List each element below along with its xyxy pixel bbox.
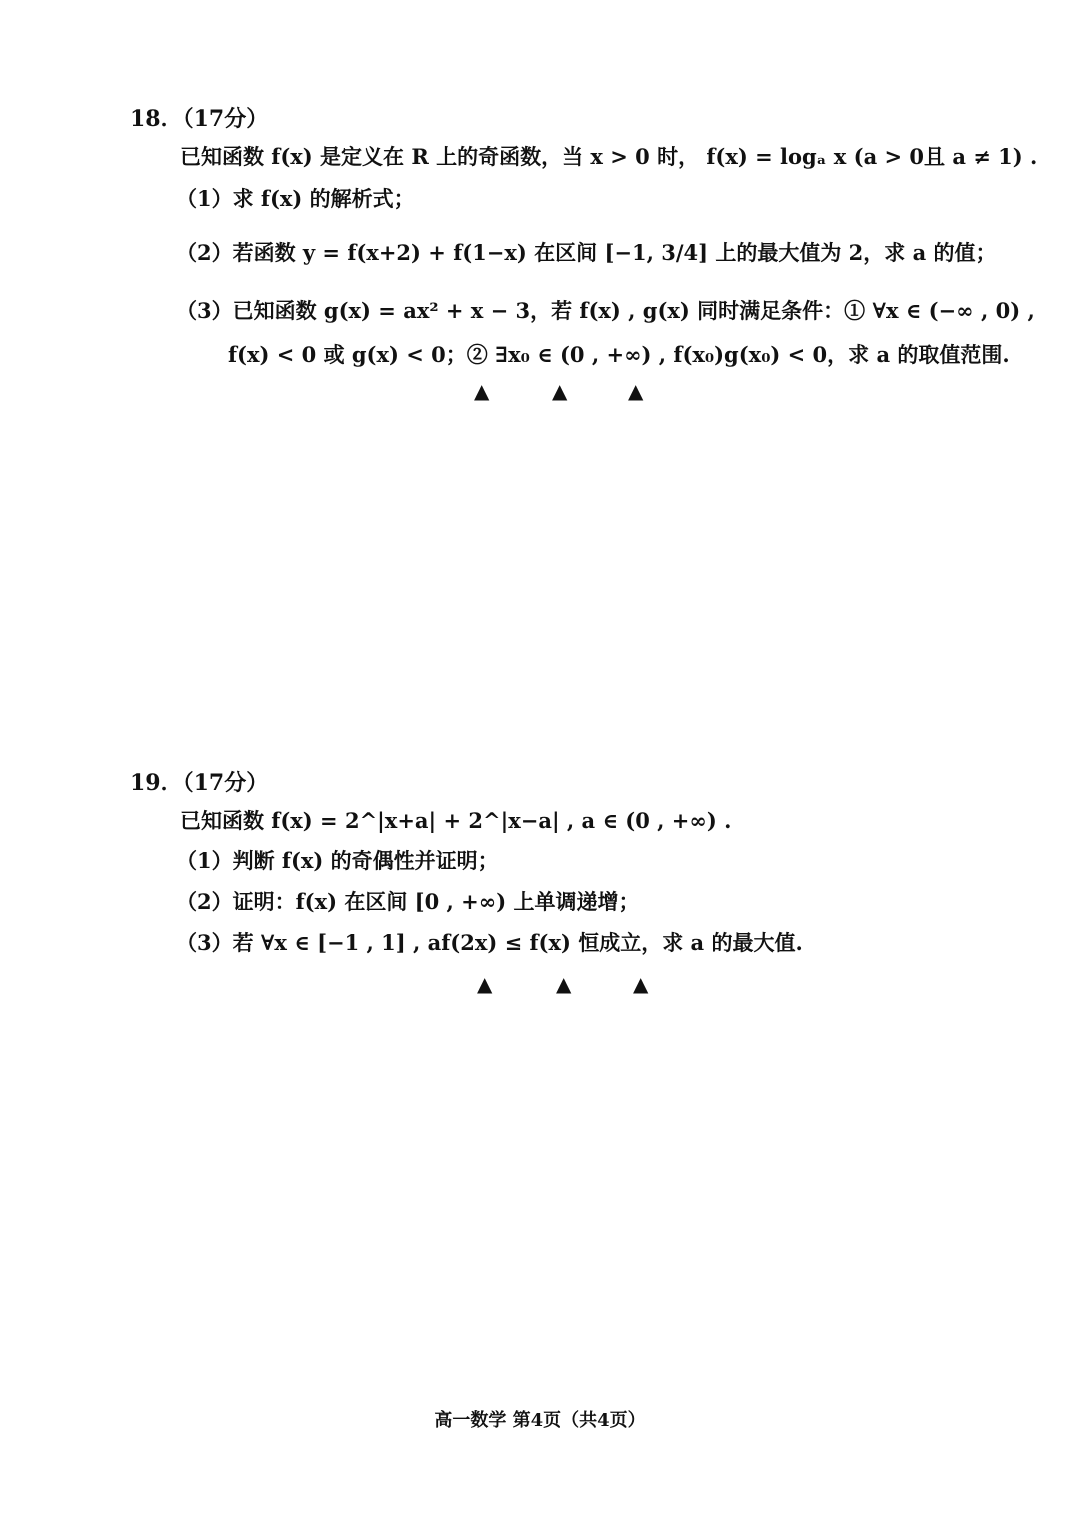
question-18-header: 18．（17分） [130, 106, 269, 132]
triangle-marker: ▲ [633, 972, 649, 996]
question-18-part-2: （2）若函数 y = f(x+2) + f(1−x) 在区间 [−1, 3/4] 上的最大值为 2，求 a 的值； [176, 240, 997, 265]
question-18-part-1: （1）求 f(x) 的解析式； [176, 186, 415, 211]
triangle-marker: ▲ [552, 379, 568, 403]
question-18-part-3: （3）已知函数 g(x) = ax² + x − 3，若 f(x) , g(x) 同时满足条件：① ∀x ∈ (−∞ , 0) , [176, 298, 1035, 323]
question-18-stem: 已知函数 f(x) 是定义在 R 上的奇函数，当 x > 0 时， f(x) = logₐ x (a > 0且 a ≠ 1) . [180, 144, 1038, 169]
question-18-part-3-cont: f(x) < 0 或 g(x) < 0；② ∃x₀ ∈ (0 , +∞) , f(x₀)g(x₀) < 0，求 a 的取值范围. [228, 342, 1010, 367]
question-19-stem: 已知函数 f(x) = 2^|x+a| + 2^|x−a| , a ∈ (0 , +∞) . [180, 808, 732, 833]
question-19-part-2: （2）证明：f(x) 在区间 [0 , +∞) 上单调递增； [176, 889, 640, 914]
triangle-marker: ▲ [474, 379, 490, 403]
triangle-marker: ▲ [477, 972, 493, 996]
question-19-part-1: （1）判断 f(x) 的奇偶性并证明； [176, 848, 499, 873]
question-19-part-3: （3）若 ∀x ∈ [−1 , 1] , af(2x) ≤ f(x) 恒成立，求 a 的最大值. [176, 930, 803, 955]
question-19-header: 19．（17分） [130, 770, 269, 796]
triangle-marker: ▲ [556, 972, 572, 996]
triangle-marker: ▲ [628, 379, 644, 403]
page-footer: 高一数学 第4页（共4页） [434, 1410, 646, 1431]
